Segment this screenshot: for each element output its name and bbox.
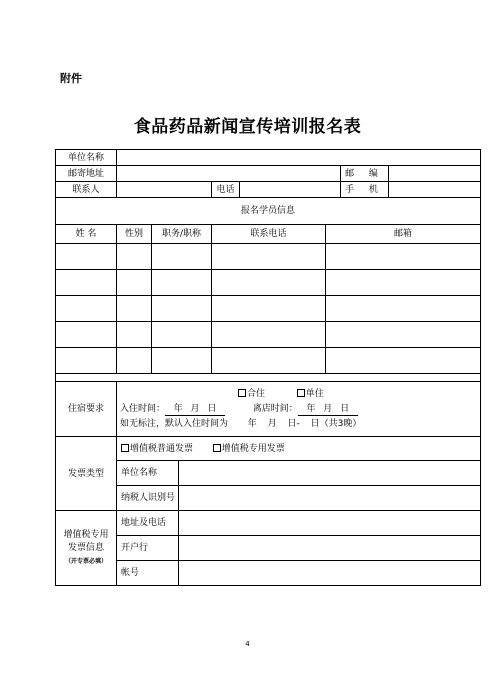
vat-info-label <box>56 511 117 586</box>
vat-info-label-line2: 发票信息 <box>67 542 104 553</box>
checkbox-single-icon[interactable] <box>297 389 305 397</box>
invoice-taxpayer-row <box>56 486 481 511</box>
student-email-cell[interactable] <box>326 296 481 322</box>
student-phone-cell[interactable] <box>212 348 326 374</box>
accommodation-spacer-row <box>56 374 481 382</box>
vat-address-row <box>56 511 481 536</box>
student-name-header: 姓 名 <box>56 225 117 244</box>
student-email-cell[interactable] <box>326 348 481 374</box>
contact-label: 联系人 <box>56 182 117 198</box>
student-name-cell[interactable] <box>56 270 117 296</box>
invoice-unit-name-field[interactable] <box>179 461 481 486</box>
students-section-row <box>56 198 481 225</box>
student-title-cell[interactable] <box>152 270 212 296</box>
checkbox-shared-icon[interactable] <box>238 389 246 397</box>
student-title-cell[interactable] <box>152 322 212 348</box>
vat-bank-row <box>56 536 481 561</box>
address-label: 邮寄地址 <box>56 166 117 182</box>
unit-name-field[interactable] <box>117 150 481 166</box>
student-gender-cell[interactable] <box>117 296 152 322</box>
checkout-date-field[interactable]: 年 月 日 <box>298 404 358 416</box>
option-normal-invoice-label: 增值税普通发票 <box>130 443 194 454</box>
accommodation-row <box>56 382 481 437</box>
student-phone-cell[interactable] <box>212 296 326 322</box>
student-name-cell[interactable] <box>56 348 117 374</box>
student-gender-cell[interactable] <box>117 244 152 270</box>
student-email-cell[interactable] <box>326 322 481 348</box>
bank-label: 开户行 <box>117 536 179 561</box>
postcode-label: 邮 编 <box>341 166 389 182</box>
option-special-invoice-label: 增值税专用发票 <box>221 443 285 454</box>
default-stay-line <box>120 417 477 432</box>
vat-info-label-line1: 增值税专用 <box>63 529 109 540</box>
student-title-cell[interactable] <box>152 244 212 270</box>
option-shared-label: 合住 <box>247 388 266 399</box>
checkin-date-field[interactable]: 年 月 日 <box>165 404 225 416</box>
postcode-field[interactable] <box>389 166 481 182</box>
student-gender-cell[interactable] <box>117 348 152 374</box>
student-gender-cell[interactable] <box>117 270 152 296</box>
address-phone-label: 地址及电话 <box>117 511 179 536</box>
address-phone-field[interactable] <box>179 511 481 536</box>
student-email-cell[interactable] <box>326 270 481 296</box>
unit-name-row <box>56 150 481 166</box>
registration-form-table <box>55 149 481 586</box>
address-field[interactable] <box>117 166 341 182</box>
default-range: 年 月 日- 日（共3晚） <box>247 418 362 429</box>
checkbox-normal-invoice-icon[interactable] <box>121 444 129 452</box>
student-email-cell[interactable] <box>326 244 481 270</box>
student-name-cell[interactable] <box>56 296 117 322</box>
student-row <box>56 244 481 270</box>
room-options <box>120 387 477 402</box>
bank-field[interactable] <box>179 536 481 561</box>
taxpayer-id-label: 纳税人识别号 <box>117 486 179 511</box>
option-single-label: 单住 <box>305 388 324 399</box>
taxpayer-id-field[interactable] <box>179 486 481 511</box>
student-row <box>56 322 481 348</box>
student-gender-cell[interactable] <box>117 322 152 348</box>
student-name-cell[interactable] <box>56 244 117 270</box>
invoice-unit-name-label: 单位名称 <box>117 461 179 486</box>
phone-label: 电话 <box>212 182 240 198</box>
accommodation-content <box>117 382 481 437</box>
student-phone-cell[interactable] <box>212 270 326 296</box>
student-row <box>56 270 481 296</box>
mobile-field[interactable] <box>389 182 481 198</box>
account-field[interactable] <box>179 561 481 586</box>
vat-info-note: （开专票必填） <box>64 557 107 565</box>
contact-field[interactable] <box>117 182 212 198</box>
checkin-label: 入住时间： <box>120 403 166 414</box>
student-title-cell[interactable] <box>152 296 212 322</box>
student-email-header: 邮箱 <box>326 225 481 244</box>
checkbox-special-invoice-icon[interactable] <box>213 444 221 452</box>
vat-account-row <box>56 561 481 586</box>
student-name-cell[interactable] <box>56 322 117 348</box>
invoice-type-label: 发票类型 <box>56 437 117 511</box>
form-title: 食品药品新闻宣传培训报名表 <box>133 117 362 137</box>
invoice-unit-row <box>56 461 481 486</box>
stay-dates-line <box>120 402 477 417</box>
student-title-header: 职务/职称 <box>152 225 212 244</box>
address-row <box>56 166 481 182</box>
unit-name-label: 单位名称 <box>56 150 117 166</box>
phone-field[interactable] <box>240 182 341 198</box>
students-header-row <box>56 225 481 244</box>
student-title-cell[interactable] <box>152 348 212 374</box>
checkout-label: 离店时间： <box>252 403 298 414</box>
default-note: 如无标注，默认入住时间为 <box>120 418 229 429</box>
student-phone-cell[interactable] <box>212 244 326 270</box>
contact-row <box>56 182 481 198</box>
attachment-label: 附件 <box>60 72 82 85</box>
student-phone-cell[interactable] <box>212 322 326 348</box>
account-label: 帐号 <box>117 561 179 586</box>
accommodation-label: 住宿要求 <box>56 382 117 437</box>
page-number: 4 <box>245 640 250 648</box>
invoice-options <box>117 437 481 461</box>
student-phone-header: 联系电话 <box>212 225 326 244</box>
accommodation-spacer <box>56 374 481 382</box>
mobile-label: 手 机 <box>341 182 389 198</box>
student-row <box>56 296 481 322</box>
invoice-options-row <box>56 437 481 461</box>
students-section-title: 报名学员信息 <box>56 198 481 225</box>
student-row <box>56 348 481 374</box>
student-gender-header: 性别 <box>117 225 152 244</box>
